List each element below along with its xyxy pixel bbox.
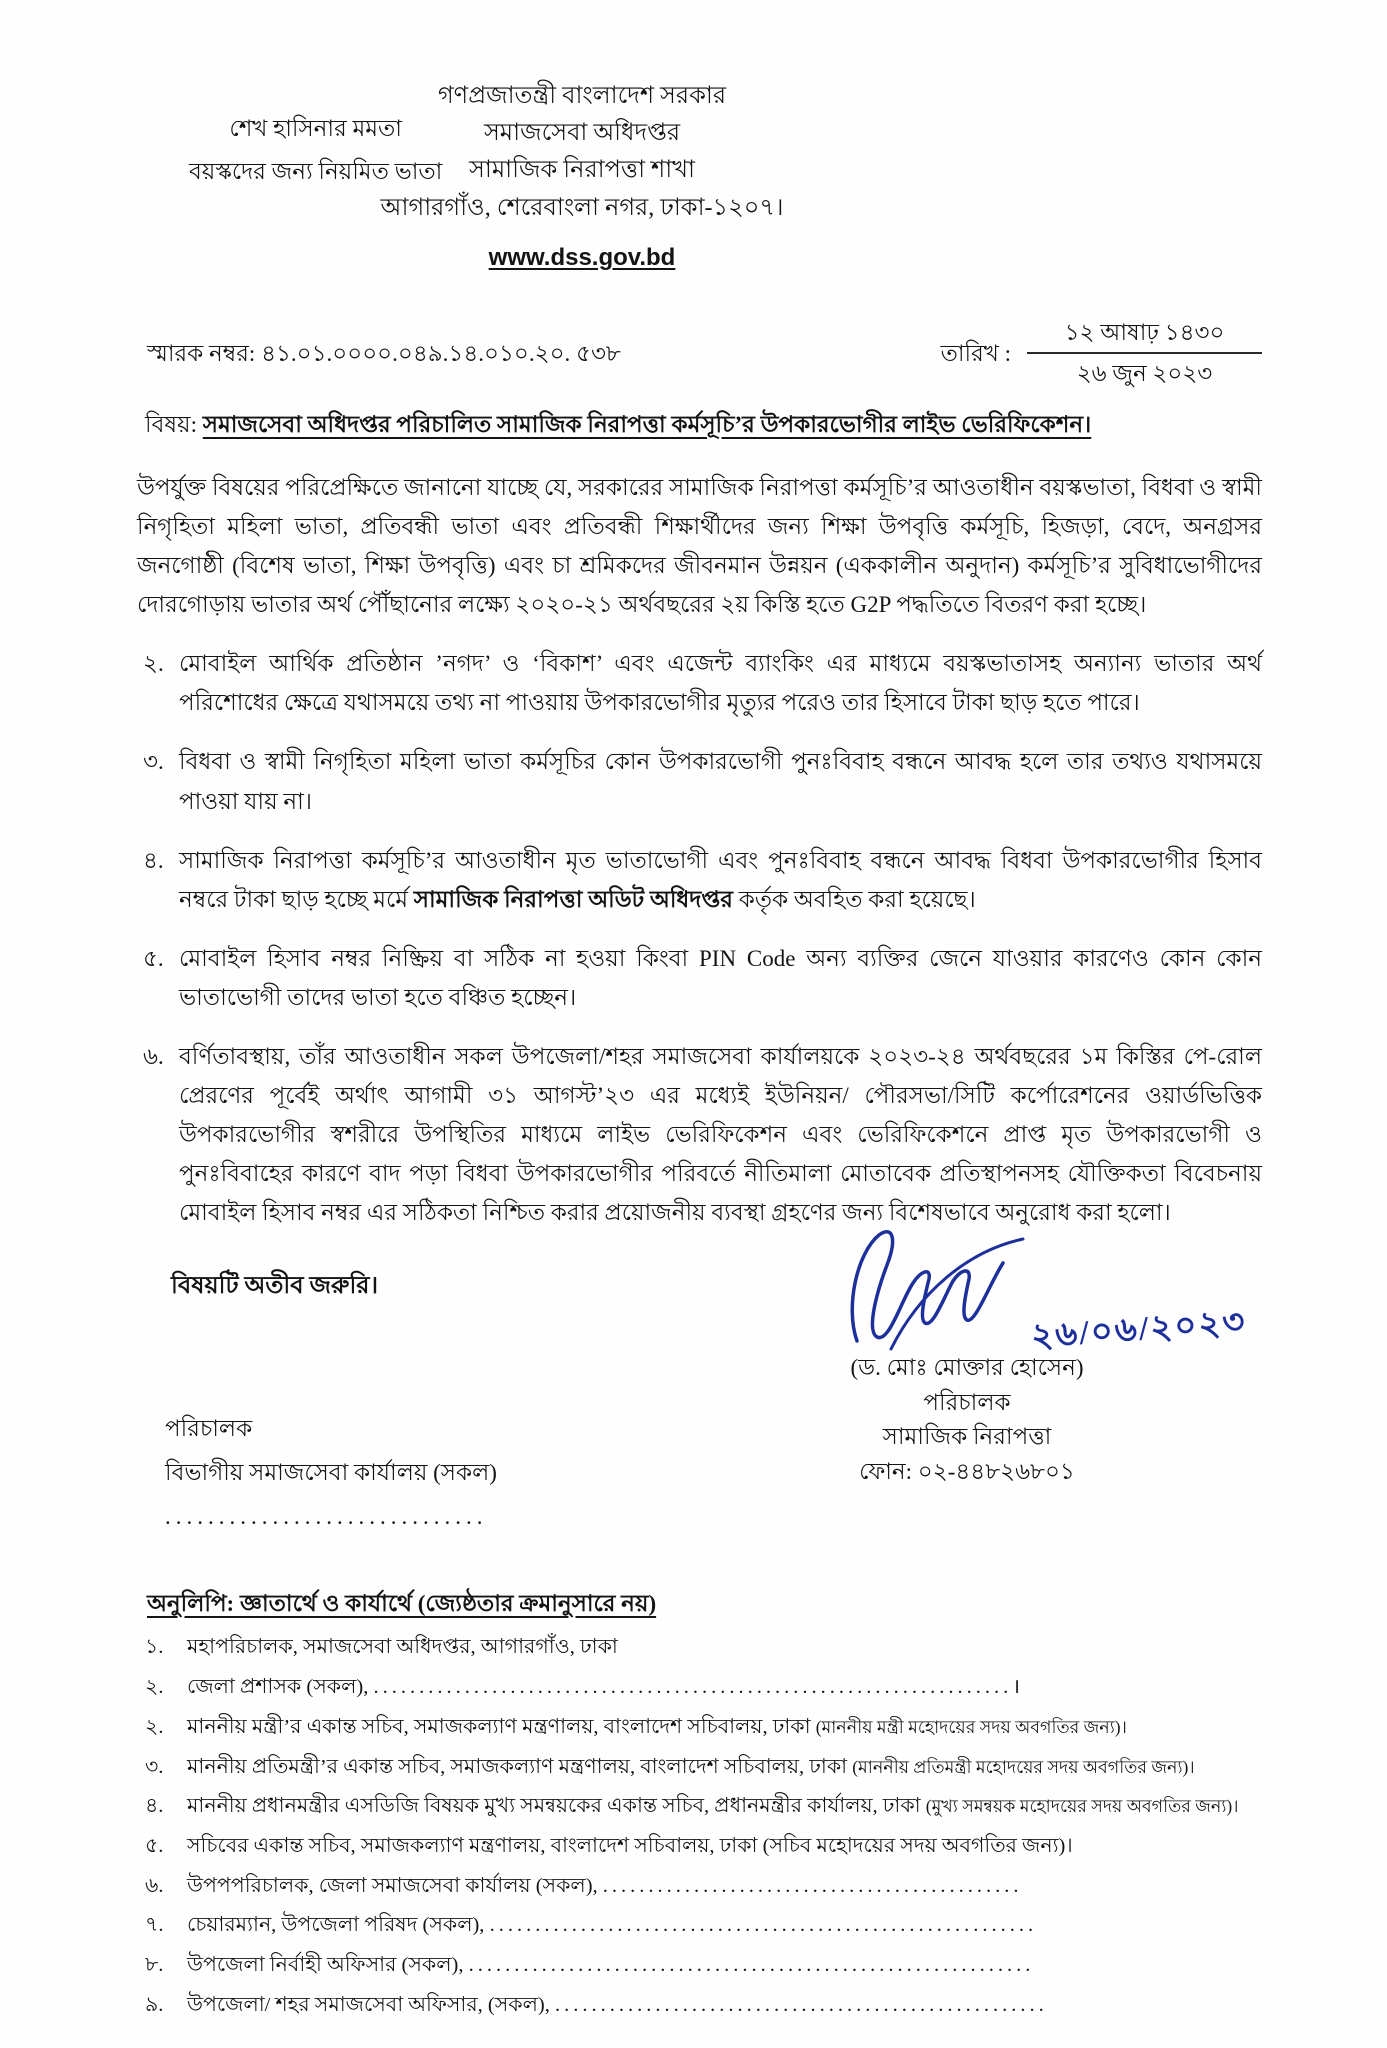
- office-address: আগারগাঁও, শেরেবাংলা নগর, ঢাকা-১২০৭।: [380, 194, 784, 221]
- list-text: [187, 1713, 1262, 1743]
- recipient: মহাপরিচালক, সমাজসেবা অধিদপ্তর, আগারগাঁও, ঢাকা: [187, 1636, 618, 1659]
- distribution-item-8: [137, 1911, 1262, 1941]
- distribution-item-10: [137, 1991, 1262, 2021]
- fill-dots: ............................................................: [489, 1914, 1038, 1937]
- list-text: [187, 1951, 1262, 1981]
- signer-name: (ড. মোঃ মোক্তার হোসেন): [850, 1355, 1084, 1381]
- list-text: [187, 1991, 1262, 2021]
- list-number: ৪.: [145, 1795, 164, 1818]
- list-number: ২.: [145, 1676, 164, 1699]
- item-text: বিধবা ও স্বামী নিগৃহিতা মহিলা ভাতা কর্মসূচির কোন উপকারভোগী পুনঃবিবাহ বন্ধনে আবদ্ধ হলে তার তথ্যও যথাসময়ে পাওয়া যায় না।: [179, 749, 1262, 814]
- distribution-item-2: [137, 1673, 1262, 1703]
- list-text: [187, 1832, 1262, 1862]
- addressee-block: [137, 1407, 497, 1538]
- recipient: উপজেলা/ শহর সমাজসেবা অফিসার, (সকল),: [187, 1993, 555, 2016]
- list-text: [187, 1673, 1262, 1703]
- recipient: সচিবের একান্ত সচিব, সমাজকল্যাণ মন্ত্রণালয়, বাংলাদেশ সচিবালয়, ঢাকা (সচিব মহোদয়ের সদয় অবগতির জন্য)।: [187, 1835, 1073, 1858]
- letterhead: [137, 78, 1262, 278]
- subject-line: [137, 405, 1262, 444]
- addressee-dots: ..............................: [165, 1503, 488, 1529]
- memo-number-label: স্মারক নম্বর:: [147, 340, 256, 366]
- government-name: গণপ্রজাতন্ত্রী বাংলাদেশ সরকার: [437, 83, 727, 109]
- slogan-line-1: শেখ হাসিনার মমতা: [229, 116, 402, 141]
- item-text-pre: সামাজিক নিরাপত্তা কর্মসূচি’র আওতাধীন মৃত ভাতাভোগী এবং পুনঃবিবাহ বন্ধনে আবদ্ধ বিধবা উপকারভোগীর হিসাব নম্বরে টাকা ছাড় হচ্ছে মর্মে: [179, 847, 1262, 912]
- memo-row: [137, 318, 1262, 389]
- addressee-office: বিভাগীয় সমাজসেবা কার্যালয় (সকল): [165, 1459, 497, 1485]
- signer-department: সামাজিক নিরাপত্তা: [882, 1424, 1052, 1450]
- memo-number: [137, 334, 621, 373]
- list-number: ৯.: [145, 1993, 164, 2016]
- urgent-note: বিষয়টি অতীব জরুরি।: [171, 1273, 379, 1300]
- distribution-item-9: [137, 1951, 1262, 1981]
- subject-text: সমাজসেবা অধিদপ্তর পরিচালিত সামাজিক নিরাপত্তা কর্মসূচি’র উপকারভোগীর লাইভ ভেরিফিকেশন।: [202, 411, 1092, 437]
- item-text-post: কর্তৃক অবহিত করা হয়েছে।: [732, 886, 976, 912]
- item-number: ৪.: [143, 847, 164, 873]
- recipient: মাননীয় প্রতিমন্ত্রী’র একান্ত সচিব, সমাজকল্যাণ মন্ত্রণালয়, বাংলাদেশ সচিবালয়, ঢাকা: [187, 1755, 853, 1778]
- signer-phone: ফোন: ০২-৪৪৮২৬৮০১: [859, 1458, 1075, 1484]
- subject-label: বিষয়:: [145, 411, 198, 437]
- department-name: সমাজসেবা অধিদপ্তর: [483, 120, 681, 147]
- signature-scribble-icon: [827, 1223, 1042, 1353]
- signer-block: [732, 1303, 1249, 1538]
- list-text: [187, 1792, 1262, 1822]
- list-text: [187, 1911, 1262, 1941]
- distribution-list: [137, 1633, 1262, 2020]
- list-text: [187, 1753, 1262, 1783]
- item-text: মোবাইল হিসাব নম্বর নিষ্ক্রিয় বা সঠিক না হওয়া কিংবা PIN Code অন্য ব্যক্তির জেনে যাওয়ার কারণেও কোন কোন ভাতাভোগী তাদের ভাতা হতে বঞ্চিত হচ্ছেন।: [179, 945, 1262, 1010]
- distribution-item-3: [137, 1713, 1262, 1743]
- body-item-3: [137, 742, 1262, 820]
- distribution-item-6: [137, 1832, 1262, 1862]
- distribution-item-5: [137, 1792, 1262, 1822]
- list-number: ৫.: [145, 1835, 164, 1858]
- fill-dots: ......................................................: [554, 1993, 1048, 2016]
- intro-paragraph: উপর্যুক্ত বিষয়ের পরিপ্রেক্ষিতে জানানো যাচ্ছে যে, সরকারের সামাজিক নিরাপত্তা কর্মসূচি’র আওতাধীন বয়স্কভাতা, বিধবা ও স্বামী নিগৃহিতা মহিলা ভাতা, প্রতিবন্ধী ভাতা এবং প্রতিবন্ধী শিক্ষার্থীদের জন্য শিক্ষা উপবৃত্তি কর্মসূচি, হিজড়া, বেদে, অনগ্রসর জনগোষ্ঠী (বিশেষ ভাতা, শিক্ষা উপবৃত্তি) এবং চা শ্রমিকদের জীবনমান উন্নয়ন (এককালীন অনুদান) কর্মসূচি’র সুবিধাভোগীদের দোরগোড়ায় ভাতার অর্থ পৌঁছানোর লক্ষ্যে ২০২০-২১ অর্থবছরের ২য় কিস্তি হতে G2P পদ্ধতিতে বিতরণ করা হচ্ছে।: [137, 474, 1262, 618]
- body-item-5: [137, 939, 1262, 1017]
- list-number: ৬.: [145, 1874, 164, 1897]
- distribution-item-4: [137, 1753, 1262, 1783]
- recipient: উপজেলা নির্বাহী অফিসার (সকল),: [187, 1954, 469, 1977]
- letterhead-center: [317, 78, 847, 277]
- addressee-title: পরিচালক: [165, 1416, 253, 1442]
- date-gregorian: ২৬ জুন ২০২৩: [1076, 360, 1213, 386]
- distribution-item-1: [137, 1633, 1262, 1663]
- memo-number-value: ৪১.০১.০০০০.০৪৯.১৪.০১০.২০. ৫৩৮: [261, 340, 621, 366]
- recipient: উপপপরিচালক, জেলা সমাজসেবা কার্যালয় (সকল),: [187, 1874, 603, 1897]
- fill-dots: ......................................................................।: [373, 1676, 1024, 1699]
- recipient: চেয়ারম্যান, উপজেলা পরিষদ (সকল),: [187, 1914, 490, 1937]
- list-number: ৩.: [145, 1755, 164, 1778]
- body-item-6: [137, 1037, 1262, 1232]
- list-text: [187, 1872, 1262, 1902]
- signer-title: পরিচালক: [923, 1389, 1011, 1415]
- body-item-4: [137, 841, 1262, 919]
- fill-dots: ..............................................................: [468, 1954, 1035, 1977]
- recipient: জেলা প্রশাসক (সকল),: [187, 1676, 374, 1699]
- distribution-section: [137, 1584, 1262, 2020]
- handwritten-date: ২৬/০৬/২০২৩: [1030, 1303, 1249, 1356]
- item-text: বর্ণিতাবস্থায়, তাঁর আওতাধীন সকল উপজেলা/শহর সমাজসেবা কার্যালয়কে ২০২৩-২৪ অর্থবছরের ১ম কিস্তির পে-রোল প্রেরণের পূর্বেই অর্থাৎ আগামী ৩১ আগস্ট’২৩ এর মধ্যেই ইউনিয়ন/ পৌরসভা/সিটি কর্পোরেশনের ওয়ার্ডভিত্তিক উপকারভোগীর স্বশরীরে উপস্থিতির মাধ্যমে লাইভ ভেরিফিকেশন এবং ভেরিফিকেশনে প্রাপ্ত মৃত উপকারভোগী ও পুনঃবিবাহের কারণে বাদ পড়া বিধবা উপকারভোগীর পরিবর্তে নীতিমালা মোতাবেক প্রতিস্থাপনসহ যৌক্তিকতা বিবেচনায় মোবাইল হিসাব নম্বর এর সঠিকতা নিশ্চিত করার প্রয়োজনীয় ব্যবস্থা গ্রহণের জন্য বিশেষভাবে অনুরোধ করা হলো।: [179, 1044, 1262, 1226]
- body-item-2: [137, 644, 1262, 722]
- distribution-heading: অনুলিপি: জ্ঞাতার্থে ও কার্যার্থে (জ্যেষ্ঠতার ক্রমানুসারে নয়): [147, 1591, 657, 1617]
- list-number: ৭.: [145, 1914, 164, 1937]
- distribution-item-7: [137, 1872, 1262, 1902]
- list-number: ২.: [145, 1715, 164, 1738]
- recipient-note: (মাননীয় মন্ত্রী মহোদয়ের সদয় অবগতির জন্য)।: [815, 1716, 1127, 1737]
- recipient-note: (মুখ্য সমন্বয়ক মহোদয়ের সদয় অবগতির জন্য)।: [925, 1796, 1239, 1817]
- list-number: ৮.: [145, 1954, 164, 1977]
- item-number: ৬.: [143, 1044, 164, 1069]
- recipient-note: (মাননীয় প্রতিমন্ত্রী মহোদয়ের সদয় অবগতির জন্য)।: [852, 1756, 1195, 1777]
- list-number: ১.: [145, 1636, 164, 1659]
- date-bangla: ১২ আষাঢ় ১৪৩০: [1027, 318, 1262, 354]
- date-block: [941, 318, 1262, 389]
- item-number: ২.: [143, 651, 164, 677]
- list-text: [187, 1633, 1262, 1663]
- item-text: [179, 841, 1262, 919]
- item-text: মোবাইল আর্থিক প্রতিষ্ঠান ’নগদ’ ও ‘বিকাশ’ এবং এজেন্ট ব্যাংকিং এর মাধ্যমে বয়স্কভাতাসহ অন্যান্য ভাতার অর্থ পরিশোধের ক্ষেত্রে যথাসময়ে তথ্য না পাওয়ায় উপকারভোগীর মৃত্যুর পরেও তার হিসাবে টাকা ছাড় হতে পারে।: [179, 651, 1262, 716]
- recipient: মাননীয় মন্ত্রী’র একান্ত সচিব, সমাজকল্যাণ মন্ত্রণালয়, বাংলাদেশ সচিবালয়, ঢাকা: [187, 1715, 816, 1738]
- slogan-line-2: বয়স্কদের জন্য নিয়মিত ভাতা: [189, 158, 443, 184]
- fill-dots: ..............................................: [602, 1874, 1023, 1897]
- website-link: www.dss.gov.bd: [488, 243, 676, 271]
- date-stack: [1027, 318, 1262, 389]
- signature-row: [137, 1303, 1262, 1538]
- date-label: তারিখ :: [940, 340, 1011, 366]
- recipient: মাননীয় প্রধানমন্ত্রীর এসডিজি বিষয়ক মুখ্য সমন্বয়কের একান্ত সচিব, প্রধানমন্ত্রীর কার্যালয়, ঢাকা: [187, 1795, 926, 1818]
- item-text-bold: সামাজিক নিরাপত্তা অডিট অধিদপ্তর: [413, 886, 733, 912]
- item-number: ৩.: [143, 749, 164, 775]
- branch-name: সামাজিক নিরাপত্তা শাখা: [469, 157, 695, 184]
- signature-area: [732, 1223, 1249, 1356]
- item-number: ৫.: [143, 945, 164, 971]
